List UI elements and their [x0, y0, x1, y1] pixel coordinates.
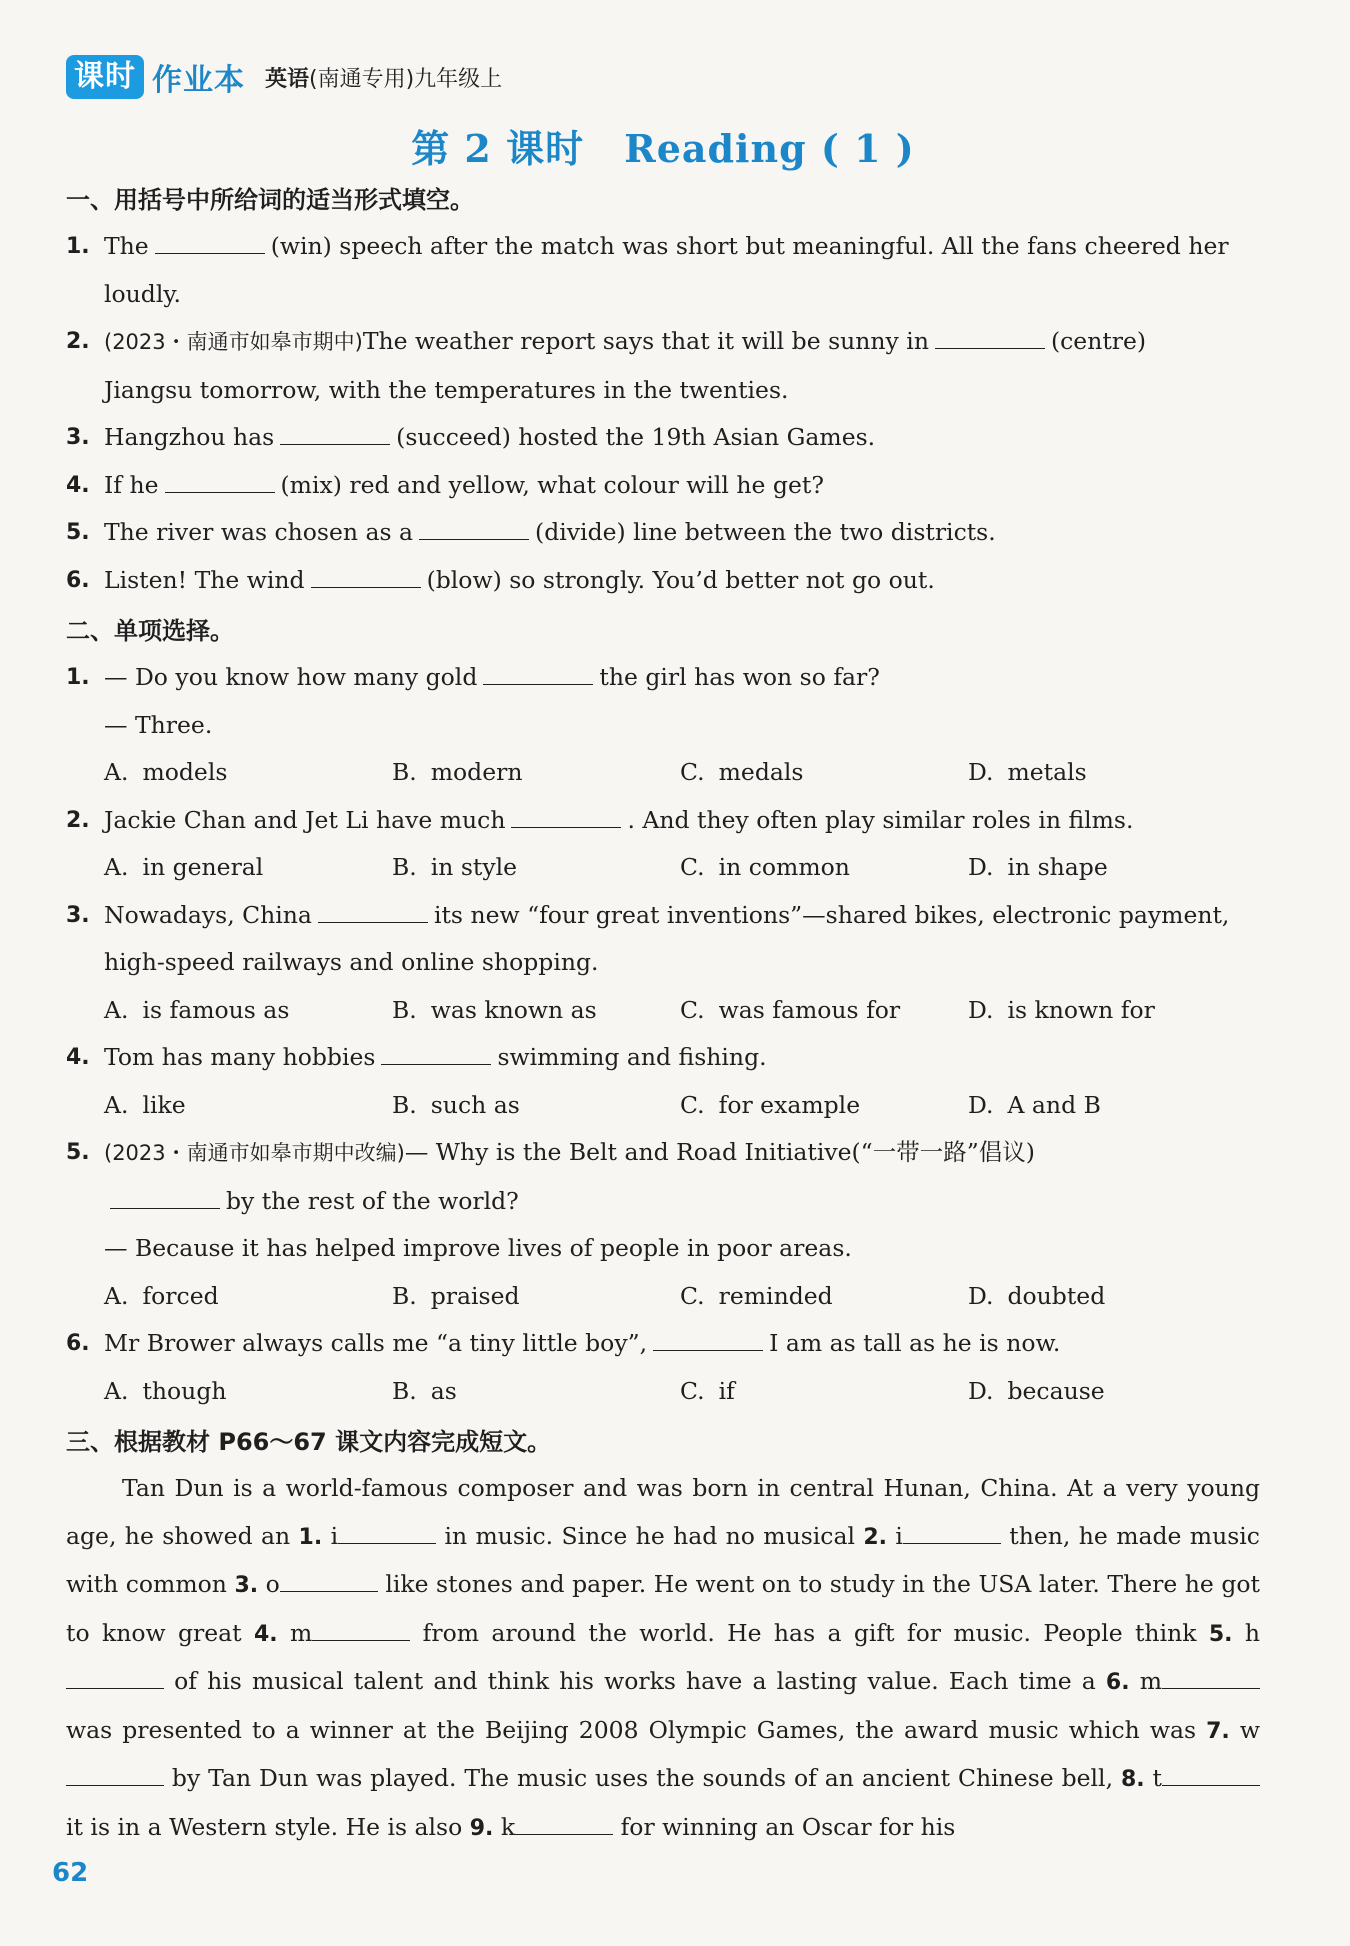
passage-text: of his musical talent and think his works have a lasting value. Each time a — [164, 1667, 1106, 1695]
passage-answer-blank[interactable] — [515, 1810, 613, 1835]
option-text: like — [142, 1090, 186, 1119]
question-text — [104, 414, 1260, 462]
option-letter: B. — [392, 1281, 417, 1310]
question-continuation: high-speed railways and online shopping. — [104, 948, 599, 976]
question-text-after: (mix) red and yellow, what colour will he get? — [280, 470, 824, 499]
option-text: was known as — [430, 995, 597, 1024]
option-letter: A. — [104, 853, 129, 881]
question-text-before: Listen! The wind — [104, 565, 305, 594]
question-item — [66, 1320, 1260, 1415]
option-text: forced — [142, 1281, 219, 1310]
option-b[interactable] — [392, 1273, 680, 1321]
question-line — [66, 1129, 1260, 1178]
option-text: was famous for — [718, 995, 901, 1024]
option-letter: D. — [968, 995, 994, 1024]
passage-answer-blank[interactable] — [312, 1616, 410, 1641]
section2-questions — [66, 654, 1260, 1415]
question-number: 6. — [66, 567, 90, 593]
question-source: (2023・南通市如皋市期中) — [104, 330, 363, 354]
section-heading: 一、用括号中所给词的适当形式填空。 — [66, 186, 474, 214]
option-letter: A. — [104, 1376, 129, 1405]
question-text-before: Tom has many hobbies — [104, 1043, 376, 1071]
question-item — [66, 223, 1260, 318]
answer-blank[interactable] — [311, 563, 421, 588]
question-number: 6. — [66, 1331, 90, 1356]
question-text — [104, 557, 1260, 605]
question-text — [104, 509, 1260, 557]
answer-blank[interactable] — [110, 1184, 220, 1209]
option-c[interactable] — [680, 844, 968, 892]
question-line — [66, 892, 1260, 940]
question-line — [66, 797, 1260, 845]
option-a[interactable] — [104, 1368, 392, 1416]
passage-text: was presented to a winner at the Beijing 2008 Olympic Games, the award music which was — [66, 1715, 1207, 1744]
question-line — [66, 1320, 1260, 1368]
question-item — [66, 892, 1260, 1035]
answer-options — [66, 987, 1260, 1035]
option-letter: D. — [968, 1090, 994, 1119]
answer-blank[interactable] — [165, 468, 275, 493]
blank-number: 9. — [469, 1815, 494, 1841]
question-number: 5. — [66, 1140, 90, 1165]
question-number: 5. — [66, 520, 90, 545]
option-text: in shape — [1007, 853, 1108, 881]
question-line — [66, 1034, 1260, 1082]
question-continuation: loudly. — [104, 279, 181, 308]
passage-text: in music. Since he had no musical — [436, 1521, 864, 1550]
question-item — [66, 797, 1260, 892]
blank-number: 4. — [253, 1621, 278, 1647]
blank-number: 5. — [1208, 1621, 1233, 1647]
answer-blank[interactable] — [318, 898, 428, 923]
passage-answer-blank[interactable] — [338, 1519, 436, 1544]
blank-number: 8. — [1120, 1767, 1145, 1792]
question-text-before: Hangzhou has — [104, 423, 275, 451]
option-letter: D. — [968, 1376, 994, 1405]
option-a[interactable] — [104, 1082, 392, 1130]
answer-options — [66, 1082, 1260, 1130]
option-d[interactable] — [968, 987, 1256, 1035]
question-line — [66, 318, 1260, 367]
question-line — [66, 654, 1260, 702]
option-a[interactable] — [104, 844, 392, 892]
passage-text: Tan Dun is a world-famous composer and was born in central Hunan, China. At a very young age, he showed an — [66, 1474, 1260, 1550]
option-letter: A. — [104, 758, 129, 786]
lesson-title — [66, 118, 1260, 173]
cloze-passage — [66, 1465, 1260, 1852]
answer-options — [66, 1273, 1260, 1321]
passage-text: it is in a Western style. He is also — [66, 1812, 470, 1841]
option-text: doubted — [1007, 1281, 1106, 1310]
blank-initial-letter: k — [493, 1812, 516, 1841]
section1-questions — [66, 223, 1260, 604]
option-letter: C. — [680, 1090, 705, 1119]
question-text — [104, 1320, 1260, 1368]
passage-answer-blank[interactable] — [66, 1761, 164, 1786]
option-text: because — [1007, 1376, 1105, 1405]
question-item — [66, 509, 1260, 557]
question-item — [66, 462, 1260, 510]
option-a[interactable] — [104, 1273, 392, 1321]
option-text: in general — [142, 853, 264, 881]
option-text: reminded — [718, 1281, 833, 1310]
option-letter: A. — [104, 1281, 129, 1310]
answer-options — [66, 1368, 1260, 1416]
option-text: in style — [430, 853, 518, 881]
answer-blank[interactable] — [511, 803, 621, 828]
question-text-after: its new “four great inventions”—shared bikes, electronic payment, — [433, 900, 1230, 929]
option-text: if — [718, 1376, 735, 1405]
question-text-after: the girl has won so far? — [599, 663, 880, 691]
question-number: 1. — [66, 665, 90, 690]
page-number: 62 — [52, 1858, 89, 1888]
answer-blank[interactable] — [935, 324, 1045, 349]
blank-initial-letter: m — [1129, 1667, 1162, 1695]
question-text-before: — Do you know how many gold — [104, 663, 478, 691]
option-text: medals — [718, 758, 804, 786]
option-text: metals — [1007, 758, 1087, 786]
subject-label — [265, 62, 502, 93]
question-continuation — [66, 1178, 1260, 1226]
question-text-before: Mr Brower always calls me “a tiny little boy”, — [104, 1329, 648, 1357]
option-c[interactable] — [680, 1082, 968, 1130]
lesson-name: Reading ( 1 ) — [624, 126, 915, 171]
blank-initial-letter: h — [1232, 1618, 1260, 1647]
question-continuation: Jiangsu tomorrow, with the temperatures in the twenties. — [104, 375, 789, 404]
option-text: though — [142, 1376, 227, 1405]
question-line — [66, 509, 1260, 557]
blank-number: 1. — [298, 1524, 323, 1550]
blank-initial-letter: w — [1229, 1715, 1260, 1744]
question-number: 4. — [66, 1045, 90, 1070]
answer-blank[interactable] — [653, 1326, 763, 1351]
option-c[interactable] — [680, 1273, 968, 1321]
question-text-after: . And they often play similar roles in films. — [627, 805, 1134, 834]
question-item — [66, 1034, 1260, 1129]
passage-text: then, he made music with common — [66, 1521, 1260, 1598]
blank-number: 7. — [1206, 1718, 1230, 1744]
question-text-after: (blow) so strongly. You’d better not go out. — [426, 565, 935, 594]
option-letter: C. — [680, 1281, 705, 1310]
question-text-after: I am as tall as he is now. — [769, 1329, 1061, 1357]
question-number: 3. — [66, 425, 90, 450]
question-text — [104, 318, 1260, 367]
question-line — [66, 557, 1260, 605]
option-letter: A. — [104, 995, 129, 1024]
option-text: for example — [718, 1090, 861, 1119]
lesson-number: 第 2 课时 — [411, 126, 585, 171]
option-d[interactable] — [968, 1368, 1256, 1416]
blank-initial-letter: i — [887, 1521, 903, 1550]
option-letter: D. — [968, 758, 994, 786]
option-letter: B. — [392, 1090, 417, 1119]
option-b[interactable] — [392, 1368, 680, 1416]
question-text-before: The — [104, 232, 149, 260]
question-text-after: swimming and fishing. — [497, 1043, 767, 1071]
question-line — [66, 223, 1260, 271]
option-a[interactable] — [104, 749, 392, 797]
option-letter: B. — [392, 995, 417, 1024]
blank-initial-letter: m — [277, 1618, 313, 1647]
option-c[interactable] — [680, 749, 968, 797]
option-text: models — [142, 758, 228, 786]
question-text-before: Nowadays, China — [104, 900, 312, 929]
page-header — [66, 52, 1260, 102]
answer-blank[interactable] — [155, 229, 265, 254]
option-d[interactable] — [968, 749, 1256, 797]
question-item — [66, 654, 1260, 797]
answer-blank[interactable] — [381, 1040, 491, 1065]
option-letter: C. — [680, 853, 705, 881]
question-text-before: — Why is the Belt and Road Initiative(“一带一路”倡议) — [404, 1138, 1035, 1166]
question-text-after: (divide) line between the two districts. — [535, 518, 996, 546]
blank-initial-letter: i — [322, 1521, 339, 1550]
question-text-after: by the rest of the world? — [226, 1186, 519, 1215]
option-c[interactable] — [680, 987, 968, 1035]
option-text: such as — [430, 1090, 520, 1119]
option-letter: D. — [968, 853, 994, 881]
blank-number: 3. — [234, 1573, 259, 1598]
question-text — [104, 1129, 1260, 1178]
option-b[interactable] — [392, 844, 680, 892]
option-letter: A. — [104, 1090, 129, 1119]
option-b[interactable] — [392, 987, 680, 1035]
section-heading: 二、单项选择。 — [66, 617, 234, 645]
passage-answer-blank[interactable] — [1162, 1664, 1260, 1689]
option-letter: C. — [680, 758, 705, 786]
question-text — [104, 797, 1260, 845]
question-text-after: (succeed) hosted the 19th Asian Games. — [396, 423, 876, 451]
option-letter: C. — [680, 1376, 705, 1405]
question-text — [104, 654, 1260, 702]
option-text: is famous as — [142, 995, 290, 1024]
question-text-before: Jackie Chan and Jet Li have much — [104, 805, 506, 834]
passage-text: for winning an Oscar for his — [613, 1812, 956, 1841]
question-text-before: If he — [104, 470, 159, 499]
passage-answer-blank[interactable] — [66, 1664, 164, 1689]
option-text: in common — [718, 853, 850, 881]
logo-text: 作业本 — [152, 63, 245, 98]
question-text — [104, 223, 1260, 271]
option-text: praised — [430, 1281, 520, 1310]
option-d[interactable] — [968, 1273, 1256, 1321]
option-a[interactable] — [104, 987, 392, 1035]
passage-answer-blank[interactable] — [903, 1519, 1001, 1544]
blank-number: 6. — [1105, 1670, 1130, 1695]
subject-bold: 英语 — [265, 66, 310, 92]
question-number: 3. — [66, 902, 90, 928]
option-text: is known for — [1007, 995, 1155, 1024]
answer-blank[interactable] — [280, 420, 390, 445]
dialogue-reply: — Three. — [104, 710, 213, 739]
question-number: 1. — [66, 234, 90, 259]
passage-text: by Tan Dun was played. The music uses the sounds of an ancient Chinese bell, — [164, 1764, 1121, 1792]
passage-text: like stones and paper. He went on to study in the USA later. There he got to know great — [66, 1570, 1260, 1647]
question-text — [104, 892, 1260, 940]
section-heading: 三、根据教材 P66～67 课文内容完成短文。 — [66, 1428, 552, 1456]
option-text: A and B — [1007, 1090, 1101, 1119]
question-item — [66, 557, 1260, 605]
option-text: as — [430, 1376, 457, 1405]
logo-badge: 课时 — [66, 55, 144, 99]
question-number: 2. — [66, 807, 90, 833]
subject-rest: (南通专用)九年级上 — [309, 66, 503, 92]
option-c[interactable] — [680, 1368, 968, 1416]
option-b[interactable] — [392, 749, 680, 797]
option-letter: B. — [392, 758, 417, 786]
question-text-before: The river was chosen as a — [104, 518, 414, 546]
blank-initial-letter: t — [1144, 1764, 1162, 1792]
answer-blank[interactable] — [483, 660, 593, 685]
option-letter: C. — [680, 995, 705, 1024]
passage-answer-blank[interactable] — [1162, 1761, 1260, 1786]
option-d[interactable] — [968, 844, 1256, 892]
option-b[interactable] — [392, 1082, 680, 1130]
option-letter: B. — [392, 1376, 417, 1405]
answer-options — [66, 844, 1260, 892]
option-d[interactable] — [968, 1082, 1256, 1130]
question-text-after: (centre) — [1050, 327, 1147, 355]
dialogue-reply: — Because it has helped improve lives of people in poor areas. — [104, 1234, 852, 1262]
option-letter: B. — [392, 853, 417, 881]
blank-number: 2. — [863, 1524, 888, 1550]
question-text-before: The weather report says that it will be sunny in — [362, 327, 929, 355]
question-number: 2. — [66, 329, 90, 354]
question-text — [104, 1034, 1260, 1082]
question-number: 4. — [66, 472, 90, 498]
question-item — [66, 1129, 1260, 1320]
blank-initial-letter: o — [258, 1570, 280, 1598]
book-logo — [66, 55, 245, 99]
passage-text: from around the world. He has a gift for music. People think — [410, 1618, 1209, 1647]
question-item — [66, 318, 1260, 414]
question-source: (2023・南通市如皋市期中改编) — [104, 1141, 405, 1165]
question-line — [66, 414, 1260, 462]
answer-blank[interactable] — [419, 515, 529, 540]
option-letter: D. — [968, 1281, 994, 1310]
passage-answer-blank[interactable] — [280, 1567, 378, 1592]
option-text: modern — [430, 758, 523, 786]
question-text — [104, 462, 1260, 510]
question-line — [66, 462, 1260, 510]
question-item — [66, 414, 1260, 462]
answer-options — [66, 749, 1260, 797]
question-text-after: (win) speech after the match was short but meaningful. All the fans cheered her — [270, 232, 1229, 260]
